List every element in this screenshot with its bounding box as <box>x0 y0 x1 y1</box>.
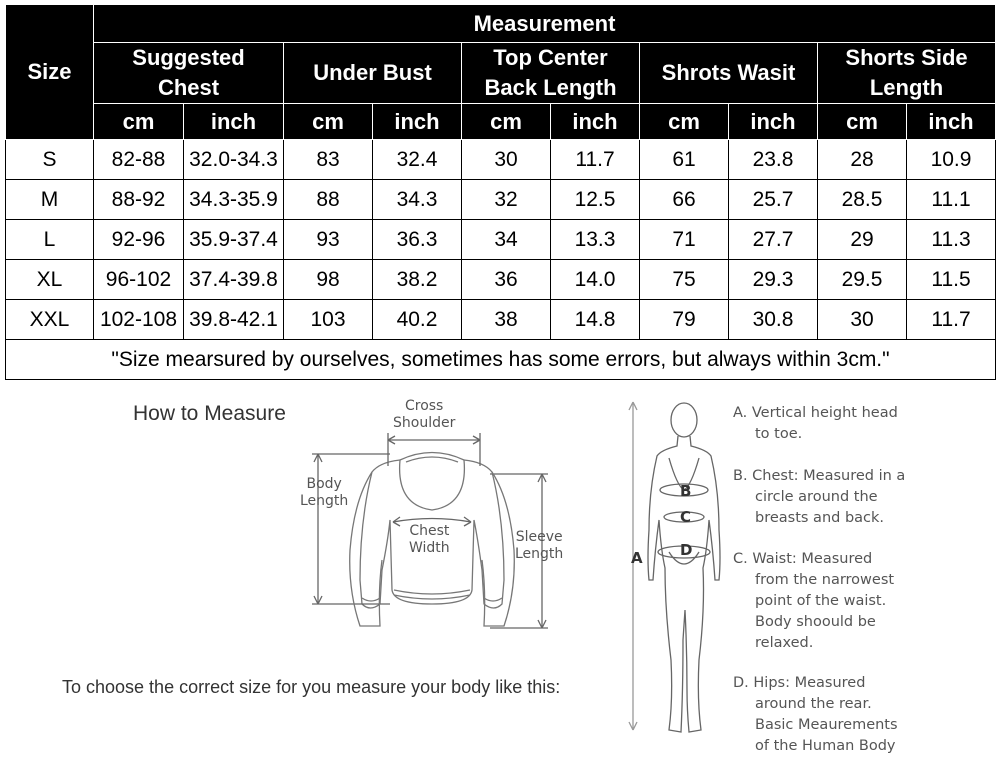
value-cell: 35.9-37.4 <box>184 220 284 260</box>
value-cell: 29.3 <box>729 260 818 300</box>
size-cell: XL <box>6 260 94 300</box>
value-cell: 75 <box>640 260 729 300</box>
size-cell: S <box>6 140 94 180</box>
sleeve-length-label: Sleeve Length <box>515 529 564 562</box>
marker-a: A <box>631 549 643 567</box>
value-cell: 93 <box>284 220 373 260</box>
value-cell: 34 <box>462 220 551 260</box>
legend-hips: D. Hips: Measured around the rear. Basic Meaurements of the Human Body <box>733 675 898 754</box>
value-cell: 92-96 <box>94 220 184 260</box>
value-cell: 82-88 <box>94 140 184 180</box>
value-cell: 32 <box>462 180 551 220</box>
marker-d: D <box>680 541 693 559</box>
size-chart-table <box>5 4 996 380</box>
value-cell: 32.4 <box>373 140 462 180</box>
value-cell: 30 <box>818 300 907 340</box>
value-cell: 12.5 <box>551 180 640 220</box>
how-to-measure-section <box>0 390 1000 760</box>
value-cell: 37.4-39.8 <box>184 260 284 300</box>
legend-height: A. Vertical height head to toe. <box>733 405 898 442</box>
unit-header: inch <box>373 104 462 140</box>
value-cell: 36 <box>462 260 551 300</box>
size-rows <box>6 140 996 340</box>
marker-b: B <box>680 482 692 500</box>
size-cell: XXL <box>6 300 94 340</box>
size-note: "Size mearsured by ourselves, sometimes has some errors, but always within 3cm." <box>6 340 996 380</box>
legend-chest: B. Chest: Measured in a circle around the breasts and back. <box>733 468 906 526</box>
value-cell: 38.2 <box>373 260 462 300</box>
value-cell: 96-102 <box>94 260 184 300</box>
size-cell: M <box>6 180 94 220</box>
value-cell: 71 <box>640 220 729 260</box>
table-row <box>6 220 996 260</box>
unit-header: inch <box>729 104 818 140</box>
cross-shoulder-label: Cross Shoulder <box>393 398 456 431</box>
value-cell: 98 <box>284 260 373 300</box>
value-cell: 40.2 <box>373 300 462 340</box>
value-cell: 14.0 <box>551 260 640 300</box>
instruction-text: To choose the correct size for you measure your body like this: <box>62 677 561 697</box>
unit-header: inch <box>907 104 996 140</box>
table-row <box>6 300 996 340</box>
table-row <box>6 180 996 220</box>
unit-header: cm <box>94 104 184 140</box>
value-cell: 39.8-42.1 <box>184 300 284 340</box>
value-cell: 11.7 <box>907 300 996 340</box>
value-cell: 61 <box>640 140 729 180</box>
size-cell: L <box>6 220 94 260</box>
value-cell: 11.7 <box>551 140 640 180</box>
value-cell: 38 <box>462 300 551 340</box>
legend-waist: C. Waist: Measured from the narrowest point of the waist. Body shoould be relaxed. <box>733 551 895 651</box>
value-cell: 30 <box>462 140 551 180</box>
table-row <box>6 140 996 180</box>
value-cell: 10.9 <box>907 140 996 180</box>
value-cell: 88-92 <box>94 180 184 220</box>
value-cell: 32.0-34.3 <box>184 140 284 180</box>
unit-header: cm <box>284 104 373 140</box>
value-cell: 29.5 <box>818 260 907 300</box>
unit-header: inch <box>184 104 284 140</box>
value-cell: 11.1 <box>907 180 996 220</box>
unit-header: inch <box>551 104 640 140</box>
group-header-under-bust: Under Bust <box>284 43 462 104</box>
value-cell: 36.3 <box>373 220 462 260</box>
value-cell: 23.8 <box>729 140 818 180</box>
value-cell: 14.8 <box>551 300 640 340</box>
group-header-back-length: Top Center Back Length <box>462 43 640 104</box>
value-cell: 66 <box>640 180 729 220</box>
value-cell: 11.5 <box>907 260 996 300</box>
how-to-measure-title: How to Measure <box>133 402 286 425</box>
value-cell: 25.7 <box>729 180 818 220</box>
value-cell: 11.3 <box>907 220 996 260</box>
value-cell: 28.5 <box>818 180 907 220</box>
group-header-chest: Suggested Chest <box>94 43 284 104</box>
value-cell: 29 <box>818 220 907 260</box>
value-cell: 30.8 <box>729 300 818 340</box>
value-cell: 79 <box>640 300 729 340</box>
value-cell: 13.3 <box>551 220 640 260</box>
table-row <box>6 260 996 300</box>
value-cell: 27.7 <box>729 220 818 260</box>
chest-width-label: Chest Width <box>409 523 450 556</box>
value-cell: 102-108 <box>94 300 184 340</box>
value-cell: 103 <box>284 300 373 340</box>
marker-c: C <box>680 508 692 526</box>
size-column-header: Size <box>6 5 94 140</box>
value-cell: 88 <box>284 180 373 220</box>
measurement-header: Measurement <box>94 5 996 43</box>
unit-header: cm <box>462 104 551 140</box>
group-header-shorts-side-length: Shorts Side Length <box>818 43 996 104</box>
group-header-shorts-waist: Shrots Wasit <box>640 43 818 104</box>
unit-header: cm <box>640 104 729 140</box>
body-length-label: Body Length <box>300 476 349 509</box>
unit-header: cm <box>818 104 907 140</box>
value-cell: 34.3-35.9 <box>184 180 284 220</box>
value-cell: 28 <box>818 140 907 180</box>
value-cell: 83 <box>284 140 373 180</box>
value-cell: 34.3 <box>373 180 462 220</box>
